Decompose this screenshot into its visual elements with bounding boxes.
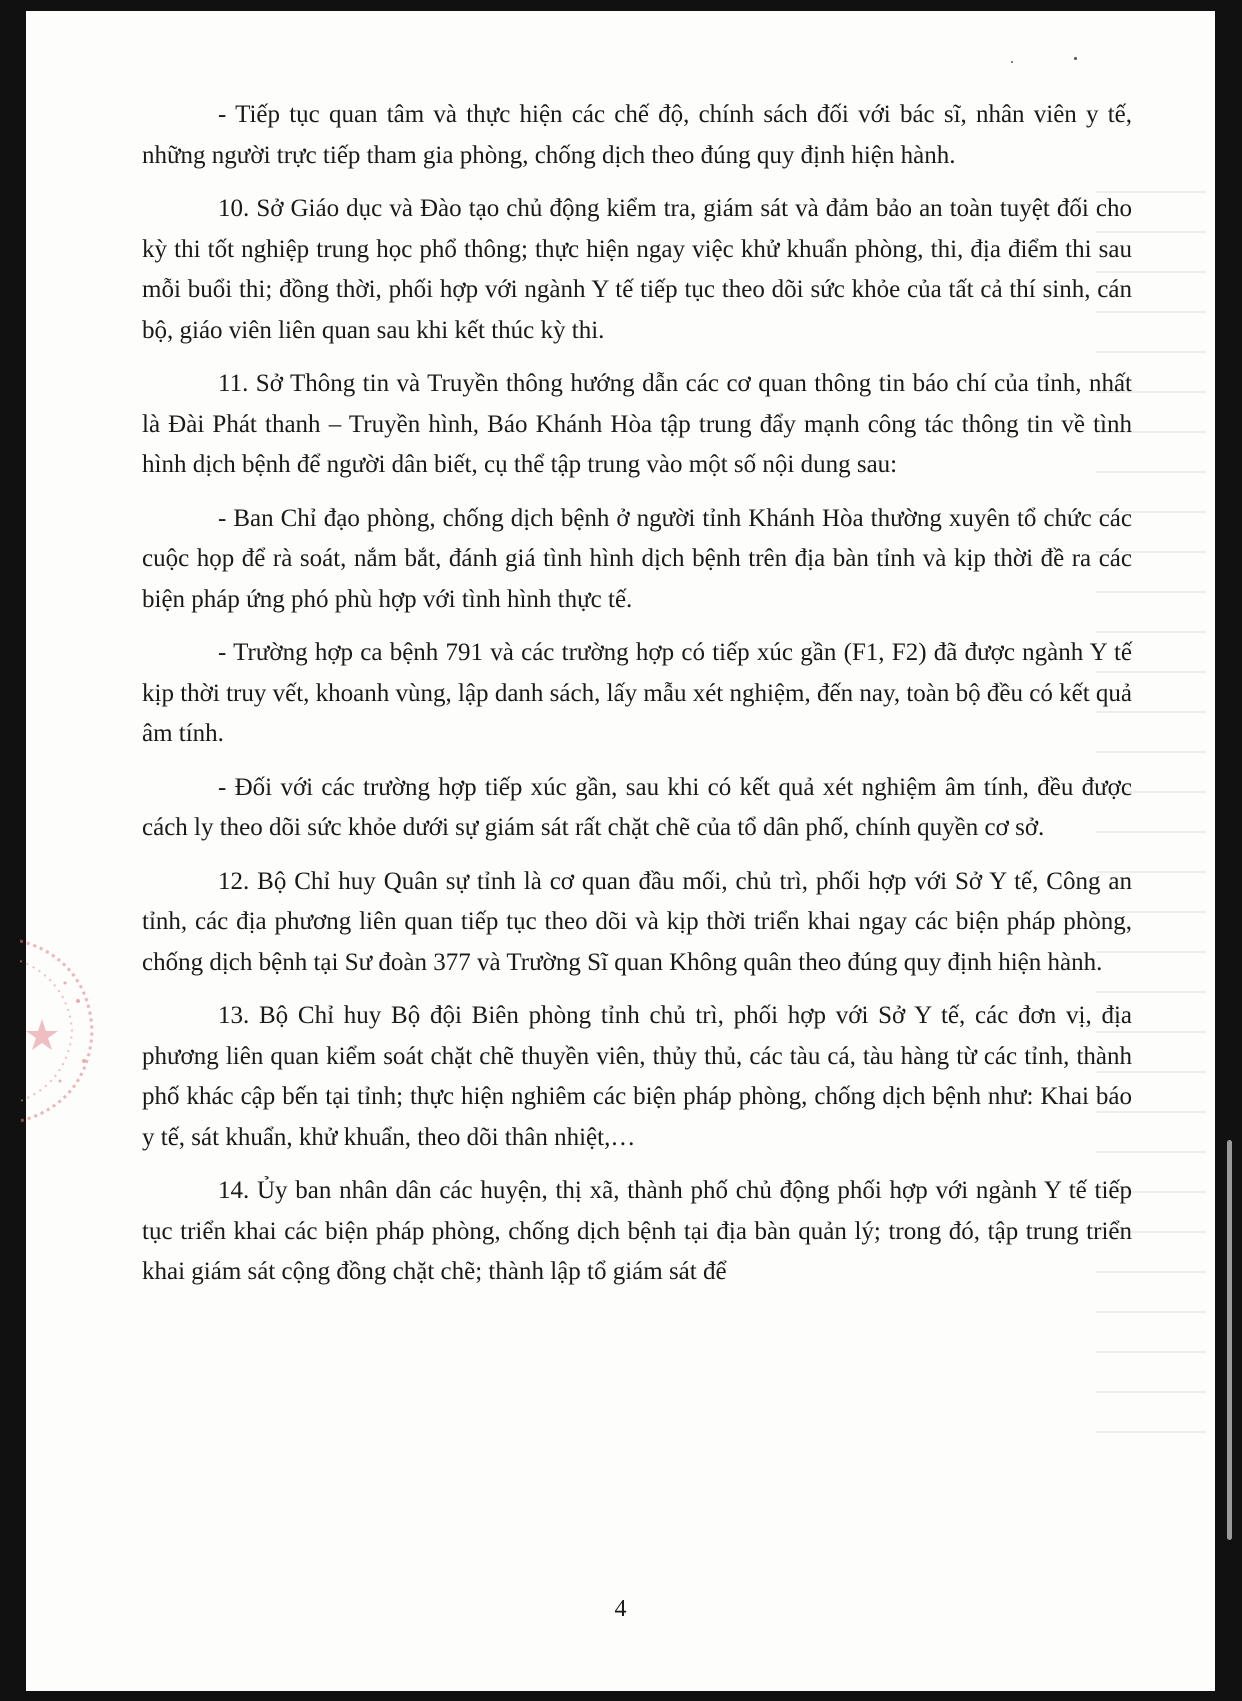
vertical-scrollbar[interactable]: [1227, 1140, 1232, 1540]
paragraph-bonus-policy: - Tiếp tục quan tâm và thực hiện các chế độ, chính sách đối với bác sĩ, nhân viên y tế, những người trực tiếp tham gia phòng, chống dịch theo đúng quy định hiện hành.: [142, 101, 1132, 169]
paragraph-12: 12. Bộ Chỉ huy Quân sự tỉnh là cơ quan đầu mối, chủ trì, phối hợp với Sở Y tế, Công an tỉnh, các địa phương liên quan tiếp tục theo dõi và kịp thời triển khai ngay các biện pháp phòng, chống dịch bệnh tại Sư đoàn 377 và Trường Sĩ quan Không quân theo đúng quy định hiện hành.: [142, 867, 1132, 976]
paragraph-10: 10. Sở Giáo dục và Đào tạo chủ động kiểm tra, giám sát và đảm bảo an toàn tuyệt đối cho kỳ thi tốt nghiệp trung học phổ thông; thực hiện ngay việc khử khuẩn phòng, thi, địa điểm thi sau mỗi buổi thi; đồng thời, phối hợp với ngành Y tế tiếp tục theo dõi sức khỏe của tất cả thí sinh, cán bộ, giáo viên liên quan sau khi kết thúc kỳ thi.: [142, 195, 1132, 344]
paragraph-11-steering-committee: - Ban Chỉ đạo phòng, chống dịch bệnh ở người tỉnh Khánh Hòa thường xuyên tổ chức các cuộc họp để rà soát, nắm bắt, đánh giá tình hình dịch bệnh trên địa bàn tỉnh và kịp thời đề ra các biện pháp ứng phó phù hợp với tình hình thực tế.: [142, 504, 1132, 613]
paragraph-14: 14. Ủy ban nhân dân các huyện, thị xã, thành phố chủ động phối hợp với ngành Y tế tiếp tục triển khai các biện pháp phòng, chống dịch bệnh tại địa bàn quản lý; trong đó, tập trung triển khai giám sát cộng đồng chặt chẽ; thành lập tổ giám sát để: [142, 1177, 1132, 1285]
scan-speck: [1074, 57, 1077, 60]
paragraph-11: 11. Sở Thông tin và Truyền thông hướng dẫn các cơ quan thông tin báo chí của tỉnh, nhất là Đài Phát thanh – Truyền hình, Báo Khánh Hòa tập trung đẩy mạnh công tác thông tin về tình hình dịch bệnh để người dân biết, cụ thể tập trung vào một số nội dung sau:: [142, 370, 1132, 478]
document-body: [142, 95, 1132, 1306]
document-page: [26, 11, 1215, 1691]
scan-speck: [1011, 61, 1013, 63]
paragraph-13: 13. Bộ Chỉ huy Bộ đội Biên phòng tỉnh chủ trì, phối hợp với Sở Y tế, các đơn vị, địa phương liên quan kiểm soát chặt chẽ thuyền viên, thủy thủ, các tàu cá, tàu hàng từ các tỉnh, thành phố khác cập bến tại tỉnh; thực hiện nghiêm các biện pháp phòng, chống dịch bệnh như: Khai báo y tế, sát khuẩn, khử khuẩn, theo dõi thân nhiệt,…: [142, 1002, 1132, 1151]
red-seal-stamp: [20, 931, 120, 1131]
seal-graphic: [20, 931, 120, 1131]
page-number: 4: [614, 1596, 627, 1622]
paragraph-11-case-791: - Trường hợp ca bệnh 791 và các trường hợp có tiếp xúc gần (F1, F2) đã được ngành Y tế kịp thời truy vết, khoanh vùng, lập danh sách, lấy mẫu xét nghiệm, đến nay, toàn bộ đều có kết quả âm tính.: [142, 639, 1132, 747]
paragraph-11-close-contacts: - Đối với các trường hợp tiếp xúc gần, sau khi có kết quả xét nghiệm âm tính, đều được cách ly theo dõi sức khỏe dưới sự giám sát rất chặt chẽ của tổ dân phố, chính quyền cơ sở.: [142, 773, 1132, 841]
